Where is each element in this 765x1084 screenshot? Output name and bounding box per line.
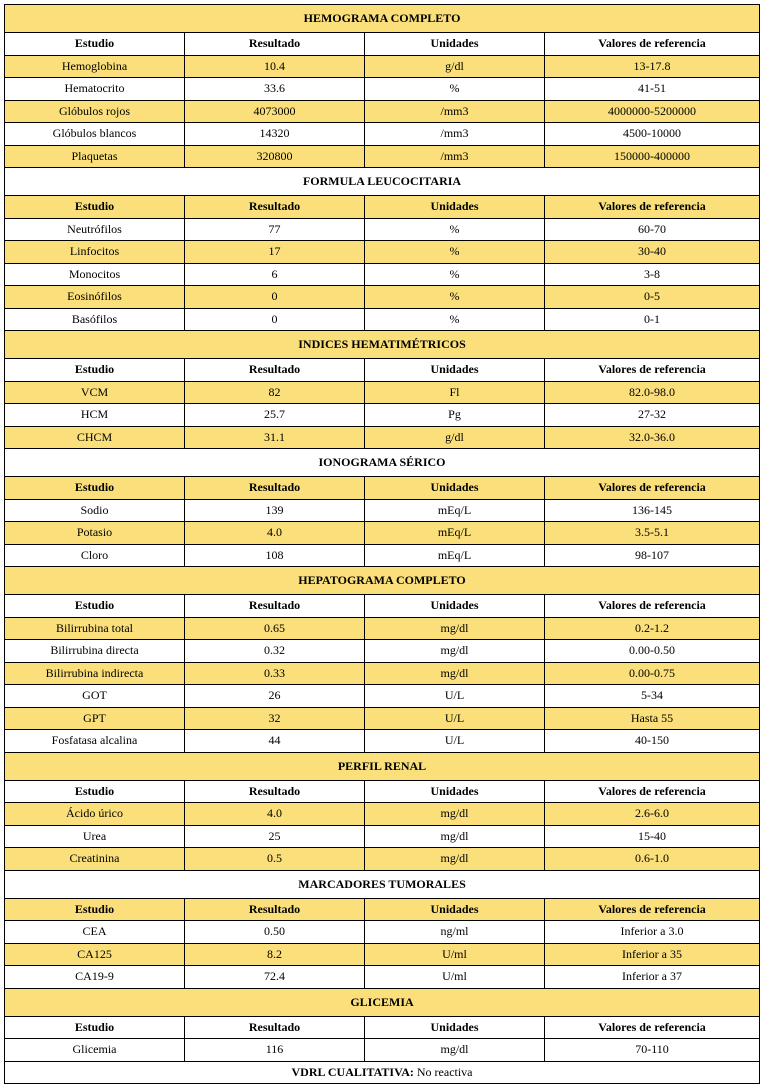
- cell-unidades: mg/dl: [365, 803, 545, 826]
- cell-estudio: Glóbulos rojos: [5, 100, 185, 123]
- column-header-estudio: Estudio: [5, 477, 185, 500]
- cell-unidades: U/L: [365, 730, 545, 753]
- cell-valores: 27-32: [545, 404, 760, 427]
- cell-unidades: /mm3: [365, 145, 545, 168]
- column-header-estudio: Estudio: [5, 1016, 185, 1039]
- cell-estudio: Basófilos: [5, 308, 185, 331]
- table-row: [5, 55, 760, 78]
- cell-valores: 82.0-98.0: [545, 381, 760, 404]
- cell-resultado: 77: [185, 218, 365, 241]
- cell-valores: 32.0-36.0: [545, 426, 760, 449]
- cell-valores: 3.5-5.1: [545, 522, 760, 545]
- column-header-resultado: Resultado: [185, 1016, 365, 1039]
- cell-resultado: 6: [185, 263, 365, 286]
- table-row: [5, 921, 760, 944]
- cell-resultado: 17: [185, 241, 365, 264]
- cell-resultado: 4073000: [185, 100, 365, 123]
- cell-unidades: Fl: [365, 381, 545, 404]
- cell-resultado: 0: [185, 308, 365, 331]
- cell-unidades: g/dl: [365, 55, 545, 78]
- cell-unidades: mg/dl: [365, 825, 545, 848]
- section-title-row: [5, 752, 760, 780]
- cell-unidades: g/dl: [365, 426, 545, 449]
- section-title: FORMULA LEUCOCITARIA: [5, 168, 760, 196]
- table-row: [5, 544, 760, 567]
- vdrl-label: VDRL CUALITATIVA:: [291, 1064, 414, 1079]
- cell-resultado: 139: [185, 499, 365, 522]
- cell-valores: Inferior a 37: [545, 966, 760, 989]
- section-title: PERFIL RENAL: [5, 752, 760, 780]
- table-row: [5, 685, 760, 708]
- cell-valores: 41-51: [545, 78, 760, 101]
- cell-resultado: 10.4: [185, 55, 365, 78]
- column-header-resultado: Resultado: [185, 780, 365, 803]
- cell-valores: Inferior a 35: [545, 943, 760, 966]
- cell-estudio: Potasio: [5, 522, 185, 545]
- column-header-unidades: Unidades: [365, 1016, 545, 1039]
- column-header-resultado: Resultado: [185, 359, 365, 382]
- cell-estudio: Sodio: [5, 499, 185, 522]
- column-header-row: [5, 196, 760, 219]
- table-row: [5, 308, 760, 331]
- cell-estudio: CEA: [5, 921, 185, 944]
- section-title-row: [5, 5, 760, 33]
- cell-unidades: mEq/L: [365, 499, 545, 522]
- cell-unidades: mEq/L: [365, 522, 545, 545]
- column-header-valores: Valores de referencia: [545, 595, 760, 618]
- cell-estudio: Fosfatasa alcalina: [5, 730, 185, 753]
- column-header-estudio: Estudio: [5, 33, 185, 56]
- column-header-row: [5, 898, 760, 921]
- table-row: [5, 241, 760, 264]
- cell-resultado: 0.33: [185, 662, 365, 685]
- cell-resultado: 0: [185, 286, 365, 309]
- column-header-valores: Valores de referencia: [545, 1016, 760, 1039]
- cell-estudio: Plaquetas: [5, 145, 185, 168]
- cell-resultado: 25: [185, 825, 365, 848]
- table-row: [5, 943, 760, 966]
- cell-estudio: Ácido úrico: [5, 803, 185, 826]
- cell-valores: 0-5: [545, 286, 760, 309]
- cell-resultado: 320800: [185, 145, 365, 168]
- column-header-resultado: Resultado: [185, 196, 365, 219]
- column-header-resultado: Resultado: [185, 477, 365, 500]
- cell-valores: 2.6-6.0: [545, 803, 760, 826]
- section-title: MARCADORES TUMORALES: [5, 870, 760, 898]
- cell-unidades: %: [365, 241, 545, 264]
- column-header-estudio: Estudio: [5, 898, 185, 921]
- cell-resultado: 0.5: [185, 848, 365, 871]
- table-row: [5, 499, 760, 522]
- cell-estudio: Creatinina: [5, 848, 185, 871]
- cell-valores: 5-34: [545, 685, 760, 708]
- column-header-estudio: Estudio: [5, 359, 185, 382]
- column-header-row: [5, 595, 760, 618]
- cell-valores: 60-70: [545, 218, 760, 241]
- cell-resultado: 4.0: [185, 522, 365, 545]
- cell-valores: 13-17.8: [545, 55, 760, 78]
- cell-valores: 0.6-1.0: [545, 848, 760, 871]
- lab-report: [4, 4, 759, 1084]
- cell-resultado: 26: [185, 685, 365, 708]
- column-header-resultado: Resultado: [185, 898, 365, 921]
- section-title-row: [5, 988, 760, 1016]
- cell-unidades: /mm3: [365, 123, 545, 146]
- cell-valores: 0.00-0.75: [545, 662, 760, 685]
- section-title-row: [5, 449, 760, 477]
- cell-resultado: 0.50: [185, 921, 365, 944]
- vdrl-cell: [5, 1061, 760, 1084]
- column-header-unidades: Unidades: [365, 780, 545, 803]
- column-header-unidades: Unidades: [365, 196, 545, 219]
- cell-unidades: U/ml: [365, 966, 545, 989]
- cell-valores: 150000-400000: [545, 145, 760, 168]
- section-title: HEMOGRAMA COMPLETO: [5, 5, 760, 33]
- cell-estudio: HCM: [5, 404, 185, 427]
- column-header-unidades: Unidades: [365, 595, 545, 618]
- cell-valores: 15-40: [545, 825, 760, 848]
- cell-resultado: 31.1: [185, 426, 365, 449]
- cell-estudio: CHCM: [5, 426, 185, 449]
- cell-unidades: U/ml: [365, 943, 545, 966]
- cell-estudio: Bilirrubina total: [5, 617, 185, 640]
- cell-resultado: 116: [185, 1039, 365, 1062]
- cell-estudio: Neutrófilos: [5, 218, 185, 241]
- table-row: [5, 218, 760, 241]
- table-row: [5, 662, 760, 685]
- column-header-row: [5, 359, 760, 382]
- column-header-estudio: Estudio: [5, 595, 185, 618]
- table-row: [5, 825, 760, 848]
- table-row: [5, 404, 760, 427]
- cell-resultado: 82: [185, 381, 365, 404]
- cell-unidades: %: [365, 263, 545, 286]
- cell-unidades: U/L: [365, 685, 545, 708]
- section-title-row: [5, 168, 760, 196]
- table-row: [5, 848, 760, 871]
- column-header-unidades: Unidades: [365, 359, 545, 382]
- cell-estudio: Hemoglobina: [5, 55, 185, 78]
- column-header-resultado: Resultado: [185, 595, 365, 618]
- cell-unidades: %: [365, 218, 545, 241]
- cell-unidades: mg/dl: [365, 1039, 545, 1062]
- table-row: [5, 640, 760, 663]
- cell-valores: 40-150: [545, 730, 760, 753]
- cell-resultado: 32: [185, 707, 365, 730]
- cell-valores: 0.2-1.2: [545, 617, 760, 640]
- section-title-row: [5, 567, 760, 595]
- cell-unidades: mg/dl: [365, 640, 545, 663]
- table-row: [5, 966, 760, 989]
- cell-resultado: 0.32: [185, 640, 365, 663]
- section-title: GLICEMIA: [5, 988, 760, 1016]
- table-row: [5, 286, 760, 309]
- cell-estudio: GOT: [5, 685, 185, 708]
- cell-estudio: Cloro: [5, 544, 185, 567]
- column-header-valores: Valores de referencia: [545, 780, 760, 803]
- cell-unidades: /mm3: [365, 100, 545, 123]
- cell-estudio: Bilirrubina directa: [5, 640, 185, 663]
- table-row: [5, 145, 760, 168]
- cell-unidades: U/L: [365, 707, 545, 730]
- cell-valores: 3-8: [545, 263, 760, 286]
- cell-valores: 30-40: [545, 241, 760, 264]
- table-row: [5, 617, 760, 640]
- cell-resultado: 33.6: [185, 78, 365, 101]
- section-title: IONOGRAMA SÉRICO: [5, 449, 760, 477]
- table-row: [5, 730, 760, 753]
- cell-estudio: Monocitos: [5, 263, 185, 286]
- cell-resultado: 4.0: [185, 803, 365, 826]
- cell-valores: 0.00-0.50: [545, 640, 760, 663]
- cell-estudio: GPT: [5, 707, 185, 730]
- cell-estudio: VCM: [5, 381, 185, 404]
- column-header-valores: Valores de referencia: [545, 33, 760, 56]
- cell-estudio: Linfocitos: [5, 241, 185, 264]
- cell-estudio: Glicemia: [5, 1039, 185, 1062]
- table-row: [5, 803, 760, 826]
- cell-valores: 0-1: [545, 308, 760, 331]
- cell-resultado: 14320: [185, 123, 365, 146]
- column-header-unidades: Unidades: [365, 477, 545, 500]
- cell-unidades: %: [365, 78, 545, 101]
- report-body: [5, 5, 760, 1084]
- cell-valores: 98-107: [545, 544, 760, 567]
- table-row: [5, 381, 760, 404]
- cell-unidades: Pg: [365, 404, 545, 427]
- cell-estudio: Eosinófilos: [5, 286, 185, 309]
- column-header-row: [5, 1016, 760, 1039]
- cell-unidades: mg/dl: [365, 848, 545, 871]
- cell-unidades: mg/dl: [365, 617, 545, 640]
- section-title: INDICES HEMATIMÉTRICOS: [5, 331, 760, 359]
- column-header-unidades: Unidades: [365, 898, 545, 921]
- column-header-valores: Valores de referencia: [545, 359, 760, 382]
- cell-estudio: Urea: [5, 825, 185, 848]
- cell-estudio: Bilirrubina indirecta: [5, 662, 185, 685]
- table-row: [5, 78, 760, 101]
- cell-estudio: CA19-9: [5, 966, 185, 989]
- cell-resultado: 72.4: [185, 966, 365, 989]
- table-row: [5, 100, 760, 123]
- section-title: HEPATOGRAMA COMPLETO: [5, 567, 760, 595]
- table-row: [5, 263, 760, 286]
- cell-valores: 136-145: [545, 499, 760, 522]
- cell-estudio: Hematocrito: [5, 78, 185, 101]
- cell-estudio: Glóbulos blancos: [5, 123, 185, 146]
- cell-resultado: 25.7: [185, 404, 365, 427]
- cell-unidades: mg/dl: [365, 662, 545, 685]
- column-header-unidades: Unidades: [365, 33, 545, 56]
- column-header-estudio: Estudio: [5, 780, 185, 803]
- column-header-estudio: Estudio: [5, 196, 185, 219]
- cell-resultado: 108: [185, 544, 365, 567]
- table-row: [5, 426, 760, 449]
- column-header-valores: Valores de referencia: [545, 898, 760, 921]
- cell-unidades: %: [365, 286, 545, 309]
- column-header-valores: Valores de referencia: [545, 196, 760, 219]
- section-title-row: [5, 331, 760, 359]
- column-header-row: [5, 780, 760, 803]
- cell-valores: Hasta 55: [545, 707, 760, 730]
- cell-valores: 4000000-5200000: [545, 100, 760, 123]
- cell-resultado: 8.2: [185, 943, 365, 966]
- cell-estudio: CA125: [5, 943, 185, 966]
- table-row: [5, 707, 760, 730]
- cell-resultado: 0.65: [185, 617, 365, 640]
- cell-valores: 70-110: [545, 1039, 760, 1062]
- cell-unidades: %: [365, 308, 545, 331]
- table-row: [5, 522, 760, 545]
- column-header-row: [5, 33, 760, 56]
- cell-unidades: mEq/L: [365, 544, 545, 567]
- column-header-row: [5, 477, 760, 500]
- vdrl-row: [5, 1061, 760, 1084]
- cell-valores: 4500-10000: [545, 123, 760, 146]
- table-row: [5, 1039, 760, 1062]
- cell-resultado: 44: [185, 730, 365, 753]
- section-title-row: [5, 870, 760, 898]
- cell-unidades: ng/ml: [365, 921, 545, 944]
- column-header-valores: Valores de referencia: [545, 477, 760, 500]
- column-header-resultado: Resultado: [185, 33, 365, 56]
- cell-valores: Inferior a 3.0: [545, 921, 760, 944]
- vdrl-value: No reactiva: [413, 1064, 473, 1079]
- lab-results-table: [4, 4, 760, 1084]
- table-row: [5, 123, 760, 146]
